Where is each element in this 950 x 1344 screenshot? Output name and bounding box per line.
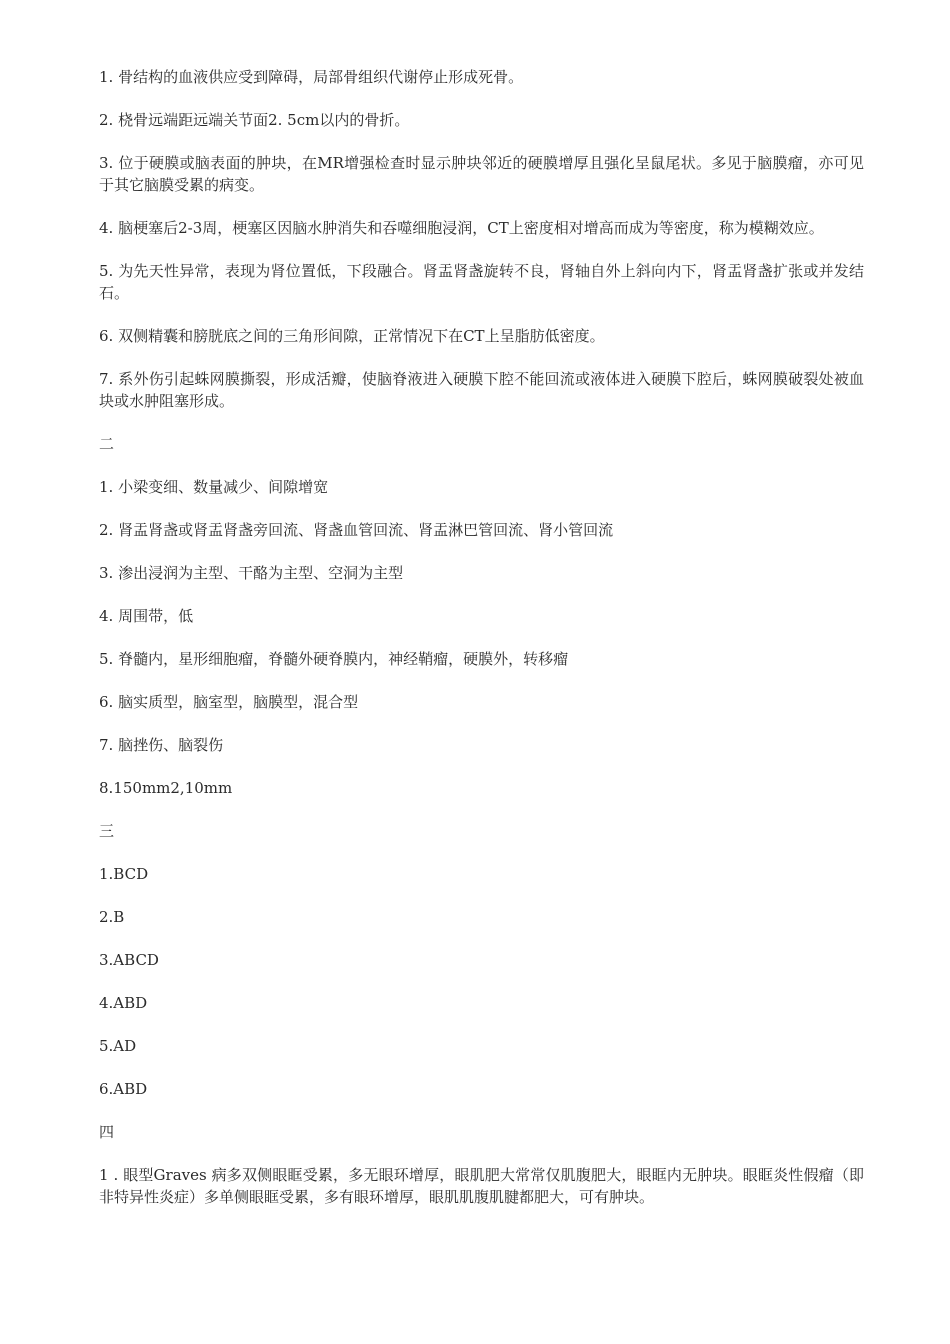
- part4-item-1: 1 . 眼型Graves 病多双侧眼眶受累，多无眼环增厚，眼肌肥大常常仅肌腹肥大，眼眶内无肿块。眼眶炎性假瘤（即非特异性炎症）多单侧眼眶受累，多有眼环增厚，眼肌肌腹肌腱都肥大，可有肿块。: [99, 1166, 864, 1206]
- part2-item-6: 6. 脑实质型，脑室型，脑膜型，混合型: [99, 693, 359, 711]
- part2-item-1: 1. 小梁变细、数量减少、间隙增宽: [99, 478, 329, 496]
- section-heading-3: 三: [99, 822, 115, 840]
- part2-item-8: 8.150mm2,10mm: [99, 779, 233, 797]
- answer-content: [99, 66, 864, 1229]
- part2-item-7: 7. 脑挫伤、脑裂伤: [99, 736, 224, 754]
- part2-item-5: 5. 脊髓内，星形细胞瘤，脊髓外硬脊膜内，神经鞘瘤，硬膜外，转移瘤: [99, 650, 569, 668]
- part3-item-2: 2.B: [99, 908, 125, 926]
- section-heading-2: 二: [99, 435, 115, 453]
- part3-item-6: 6.ABD: [99, 1080, 148, 1098]
- part1-item-3: 3. 位于硬膜或脑表面的肿块，在MR增强检查时显示肿块邻近的硬膜增厚且强化呈鼠尾状。多见于脑膜瘤，亦可见于其它脑膜受累的病变。: [99, 154, 864, 194]
- part3-item-1: 1.BCD: [99, 865, 149, 883]
- part2-item-2: 2. 肾盂肾盏或肾盂肾盏旁回流、肾盏血管回流、肾盂淋巴管回流、肾小管回流: [99, 521, 614, 539]
- part1-item-4: 4. 脑梗塞后2-3周，梗塞区因脑水肿消失和吞噬细胞浸润，CT上密度相对增高而成为等密度，称为模糊效应。: [99, 219, 824, 237]
- part1-item-2: 2. 桡骨远端距远端关节面2. 5cm以内的骨折。: [99, 111, 410, 129]
- part2-item-3: 3. 渗出浸润为主型、干酪为主型、空洞为主型: [99, 564, 404, 582]
- part3-item-3: 3.ABCD: [99, 951, 159, 969]
- part1-item-7: 7. 系外伤引起蛛网膜撕裂，形成活瓣，使脑脊液进入硬膜下腔不能回流或液体进入硬膜下腔后，蛛网膜破裂处被血块或水肿阻塞形成。: [99, 370, 864, 410]
- part1-item-1: 1. 骨结构的血液供应受到障碍，局部骨组织代谢停止形成死骨。: [99, 68, 524, 86]
- part3-item-4: 4.ABD: [99, 994, 148, 1012]
- part2-item-4: 4. 周围带，低: [99, 607, 194, 625]
- part3-item-5: 5.AD: [99, 1037, 137, 1055]
- section-heading-4: 四: [99, 1123, 115, 1141]
- part1-item-5: 5. 为先天性异常，表现为肾位置低，下段融合。肾盂肾盏旋转不良，肾轴自外上斜向内下，肾盂肾盏扩张或并发结石。: [99, 262, 864, 302]
- part1-item-6: 6. 双侧精囊和膀胱底之间的三角形间隙，正常情况下在CT上呈脂肪低密度。: [99, 327, 605, 345]
